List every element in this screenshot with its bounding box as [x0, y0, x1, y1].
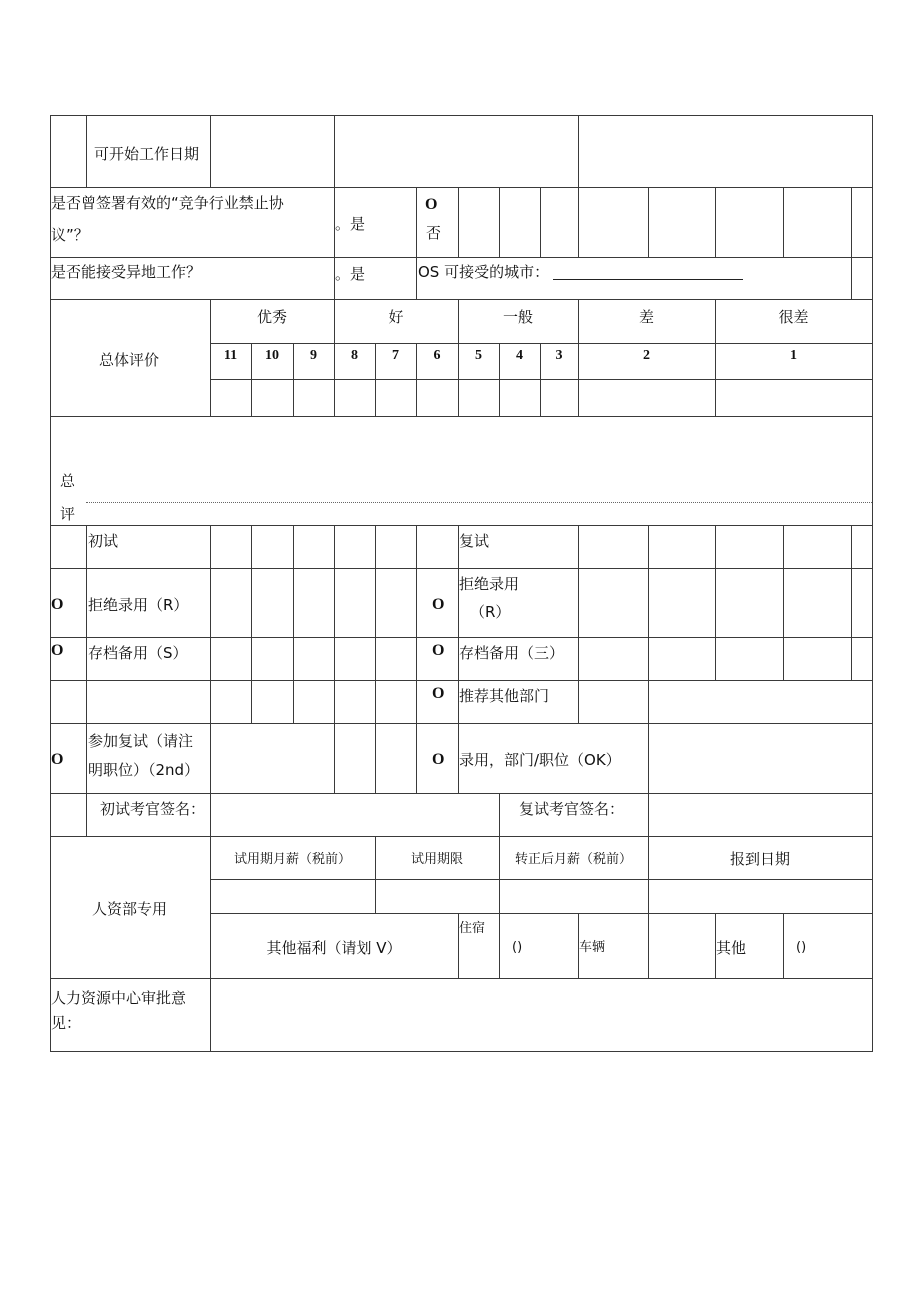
archive-second-radio[interactable]: O: [432, 642, 445, 659]
second-round-radio[interactable]: O: [51, 751, 64, 768]
rating-cell[interactable]: [579, 380, 715, 416]
noncompete-question-cont: 议”？: [51, 226, 89, 244]
report-date-input[interactable]: [649, 880, 872, 913]
hr-use-label: 人资部专用: [92, 900, 168, 918]
second-round-label-cont: 明职位）（2nd）: [88, 761, 200, 779]
first-interviewer-signature-field[interactable]: [211, 794, 499, 836]
noncompete-no-radio[interactable]: O: [425, 196, 438, 213]
rating-cell[interactable]: [294, 380, 334, 416]
other-check[interactable]: (): [796, 940, 807, 955]
summary-label-cont: 评: [60, 505, 76, 523]
rating-score: 10: [265, 348, 279, 363]
grid-line: [783, 913, 784, 978]
rating-score: 3: [555, 348, 563, 363]
grid-line: [499, 187, 500, 257]
grid-line: [578, 115, 579, 187]
noncompete-no-option[interactable]: 否: [426, 224, 442, 242]
hr-approval-input[interactable]: [211, 979, 872, 1051]
rating-cell[interactable]: [716, 380, 872, 416]
grid-line: [210, 525, 211, 793]
grid-line: [86, 115, 87, 187]
other-label: 其他: [716, 939, 747, 957]
archive-first-radio[interactable]: O: [51, 642, 64, 659]
probation-salary-input[interactable]: [211, 880, 375, 913]
grid-line: [416, 525, 417, 793]
probation-period-header: 试用期限: [410, 852, 463, 867]
relocation-question: 是否能接受异地工作？: [51, 263, 202, 281]
grid-line: [851, 187, 852, 257]
rating-cell[interactable]: [252, 380, 293, 416]
grid-line: [783, 187, 784, 257]
rating-header-good: 好: [388, 308, 404, 326]
grid-line: [251, 525, 252, 723]
grid-line: [851, 525, 852, 680]
grid-line: [851, 257, 852, 299]
housing-label: 住宿: [459, 921, 486, 936]
rating-cell[interactable]: [417, 380, 458, 416]
grid-line: [50, 637, 873, 638]
grid-line: [375, 525, 376, 793]
grid-line: [50, 568, 873, 569]
rating-header-average: 一般: [502, 308, 533, 326]
noncompete-yes-option[interactable]: 。是: [335, 215, 366, 233]
reject-second-label-cont: （R）: [470, 603, 511, 621]
reject-second-label: 拒绝录用: [459, 575, 520, 593]
rating-cell[interactable]: [500, 380, 540, 416]
grid-line: [210, 913, 873, 914]
first-interviewer-signature-label: 初试考官签名：: [100, 800, 206, 818]
overall-rating-label: 总体评价: [99, 351, 160, 369]
grid-line: [540, 187, 541, 257]
rating-header-poor: 差: [638, 308, 654, 326]
grid-line: [50, 836, 873, 837]
rating-score: 7: [392, 348, 399, 363]
grid-line: [499, 913, 500, 978]
archive-first-label: 存档备用（S）: [88, 644, 188, 662]
grid-line: [715, 187, 716, 257]
summary-label: 总: [60, 472, 76, 490]
rating-cell[interactable]: [211, 380, 251, 416]
grid-line: [648, 187, 649, 257]
probation-period-input[interactable]: [376, 880, 499, 913]
second-interviewer-signature-field[interactable]: [649, 794, 872, 836]
rating-cell[interactable]: [376, 380, 416, 416]
grid-line: [50, 723, 873, 724]
grid-line: [50, 525, 873, 526]
first-interview-header: 初试: [88, 532, 119, 550]
second-interview-header: 复试: [459, 532, 490, 550]
grid-line: [210, 115, 211, 187]
recommend-label: 推荐其他部门: [459, 687, 550, 705]
rating-score: 5: [475, 348, 482, 363]
hire-label: 录用，部门/职位（OK）: [459, 751, 621, 769]
second-interviewer-signature-label: 复试考官签名：: [519, 800, 625, 818]
grid-line: [50, 1051, 873, 1052]
grid-line: [210, 343, 873, 344]
grid-line: [416, 257, 417, 299]
grid-line: [50, 299, 873, 300]
grid-line: [458, 187, 459, 257]
grid-line: [50, 187, 873, 188]
rating-score: 8: [351, 348, 358, 363]
grid-line: [334, 115, 335, 187]
grid-line: [499, 793, 500, 836]
rating-score: 11: [223, 348, 238, 363]
rating-score: 2: [643, 348, 650, 363]
housing-check[interactable]: (): [512, 940, 523, 955]
report-date-header: 报到日期: [729, 850, 790, 868]
rating-cell[interactable]: [459, 380, 499, 416]
grid-line: [50, 257, 873, 258]
grid-line: [872, 115, 873, 1052]
grid-line: [86, 525, 87, 836]
rating-score: 4: [516, 348, 523, 363]
grid-line: [578, 525, 579, 723]
noncompete-question: 是否曾签署有效的“竞争行业禁止协: [51, 194, 284, 212]
rating-header-excellent: 优秀: [256, 308, 287, 326]
start-date-label: 可开始工作日期: [94, 145, 200, 163]
grid-line: [334, 525, 335, 793]
rating-cell[interactable]: [335, 380, 375, 416]
reject-second-radio[interactable]: O: [432, 596, 445, 613]
second-round-label: 参加复试（请注: [88, 732, 194, 750]
acceptable-cities-label: OS 可接受的城市：: [418, 263, 550, 281]
grid-line: [50, 680, 873, 681]
grid-line: [578, 187, 579, 257]
summary-input-line[interactable]: [86, 502, 872, 503]
archive-second-label: 存档备用（三）: [459, 644, 565, 662]
hr-approval-label-cont: 见：: [51, 1014, 82, 1032]
probation-salary-header: 试用期月薪（税前）: [233, 852, 351, 867]
recommend-radio[interactable]: O: [432, 685, 445, 702]
acceptable-cities-input[interactable]: [553, 279, 743, 280]
rating-header-very-poor: 很差: [778, 308, 809, 326]
rating-score: 9: [310, 348, 317, 363]
grid-line: [50, 416, 873, 417]
grid-line: [783, 525, 784, 680]
reject-first-radio[interactable]: O: [51, 596, 64, 613]
rating-score: 6: [433, 348, 441, 363]
regular-salary-input[interactable]: [500, 880, 648, 913]
grid-line: [416, 187, 417, 257]
grid-line: [50, 115, 51, 1052]
grid-line: [293, 525, 294, 723]
relocation-yes-option[interactable]: 。是: [335, 265, 366, 283]
rating-score: 1: [790, 348, 797, 363]
regular-salary-header: 转正后月薪（税前）: [514, 852, 632, 867]
hire-radio[interactable]: O: [432, 751, 445, 768]
other-benefits-label: 其他福利（请划 V）: [266, 939, 402, 957]
grid-line: [50, 115, 873, 116]
grid-line: [648, 525, 649, 793]
rating-cell[interactable]: [541, 380, 578, 416]
grid-line: [715, 525, 716, 680]
reject-first-label: 拒绝录用（R）: [88, 596, 189, 614]
vehicle-label: 车辆: [579, 940, 606, 955]
hr-approval-label: 人力资源中心审批意: [51, 989, 187, 1007]
